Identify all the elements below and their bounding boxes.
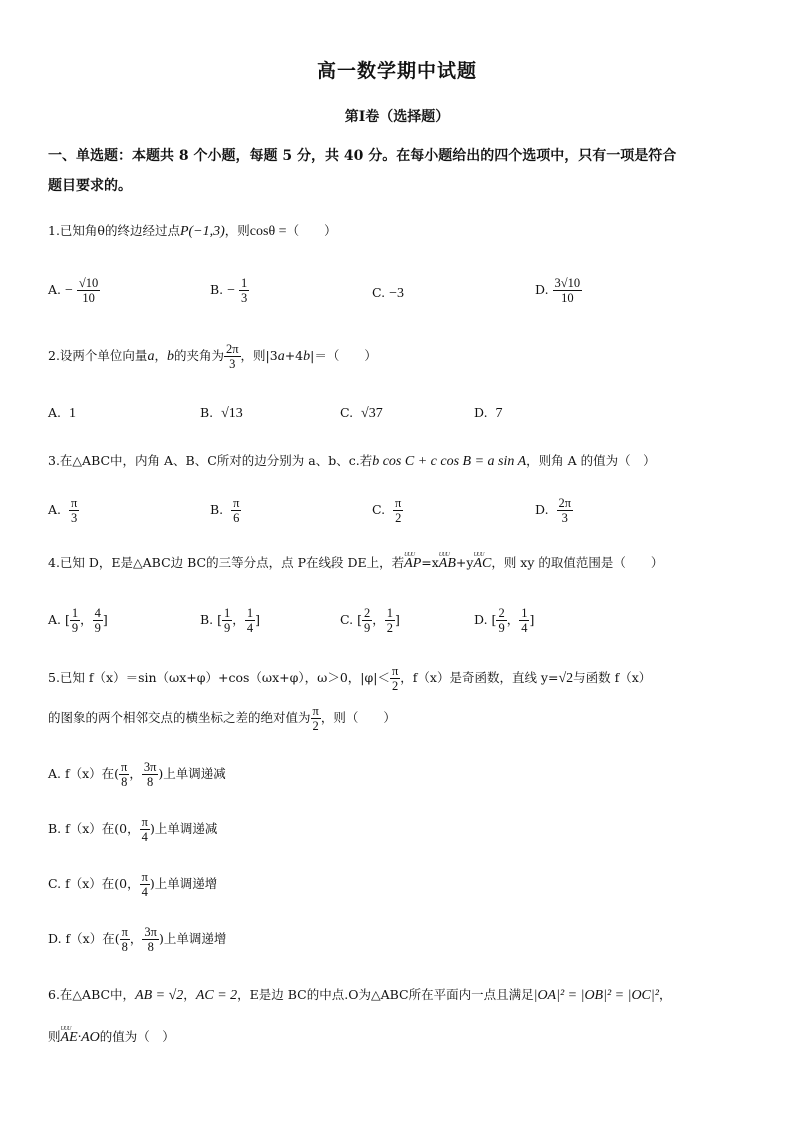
vector-b: b [166,349,174,364]
question-1 [48,222,337,241]
angle-fraction: $\frac{2\pi}{3}$ [225,342,239,371]
option-label: A. [48,502,62,517]
q1-point: P(−1,3) [179,224,225,239]
option-label: B. [200,405,214,420]
q4-post: ，则 xy 的取值范围是（ ） [491,555,664,570]
q2-expr-mid: +4 [284,348,304,363]
q5-line2-pre: 的图象的两个相邻交点的横坐标之差的绝对值为 [48,710,311,725]
q1-option-a[interactable] [48,276,100,305]
q2-option-b[interactable] [200,404,243,423]
question-3 [48,452,656,471]
q4-option-b[interactable]: B. [ $\frac{1}{9}$ ， $\frac{1}{4}$ ] [200,606,260,635]
vector-ab: UUU AB [439,555,456,573]
option-label: B. [200,612,214,627]
q3-option-c[interactable] [372,496,403,525]
q2-comma: ， [154,348,167,363]
option-label: D. [474,612,488,627]
option-label: A. [48,405,62,420]
section-subtitle: 第Ⅰ卷（选择题） [344,109,450,125]
fraction: $\frac{\pi}{6}$ [233,496,240,525]
q3-option-a[interactable] [48,496,79,525]
q3-option-d[interactable] [535,496,573,525]
fraction: $\frac{\pi}{2}$ [395,496,402,525]
option-label: D. [535,282,549,297]
q6-ac: AC = 2 [195,988,238,1003]
section-heading-line2: 题目要求的。 [48,178,132,194]
vector-ac: UUU AC [473,555,491,573]
fraction: $\frac{√10}{10}$ [78,276,99,305]
q3-post: ，则角 A 的值为（ ） [526,453,656,468]
option-sign: − [227,283,236,298]
question-4 [48,554,663,573]
fraction: $\frac{1}{3}$ [241,276,248,305]
option-label: D. [474,405,488,420]
q4-text: 4.已知 D，E是△ABC边 BC的三等分点，点 P在线段 DE上，若 [48,555,405,570]
q6-mid: ，E是边 BC的中点.O为△ABC所在平面内一点且满足 [237,987,534,1002]
page-title: 高一数学期中试题 [316,60,477,82]
q6-line2-pre: 则 [48,1029,61,1044]
q6-sep: ， [183,987,196,1002]
question-6-line2 [48,1028,175,1047]
q6-ab: AB = √2 [135,988,184,1003]
q5-line1-post: 与函数 f（x） [573,670,652,685]
q6-dot-product: UUU AE·AO [61,1029,100,1047]
q4-eq1: =x [421,555,439,570]
option-label: A. [48,282,62,297]
q1-option-b[interactable] [210,276,249,305]
q1-mid: ，则 [224,223,250,238]
q4-eq2: +y [455,555,474,570]
q5-line1-pre: 5.已知 f（x）＝sin（ωx+φ）+cos（ωx+φ），ω＞0，|φ|＜ [48,670,390,685]
q2-mid: 的夹角为 [173,348,224,363]
fraction: $\frac{\pi}{3}$ [70,496,78,525]
option-value: 7 [495,406,503,421]
q5-option-b[interactable]: B. f（x）在(0， $\frac{\pi}{4}$ )上单调递减 [48,815,218,844]
q6-pre: 6.在△ABC中， [48,987,136,1002]
q5-line1-mid: ，f（x）是奇函数，直线 y= [400,670,559,685]
vector-ap: UUU AP [404,555,421,573]
fraction: $\frac{3√10}{10}$ [554,276,581,305]
question-5-line2 [48,704,396,733]
q5-option-c[interactable]: C. f（x）在(0， $\frac{\pi}{4}$ )上单调递增 [48,870,218,899]
q3-text: 3.在△ABC中，内角 A、B、C所对的边分别为 a、b、c.若 [48,453,373,468]
q5-option-a[interactable]: A. f（x）在( $\frac{\pi}{8}$ ， $\frac{3\pi}{8}$ )上单调递减 [48,760,226,789]
option-label: B. [210,282,224,297]
question-2 [48,342,377,371]
option-label: C. [372,285,386,300]
q4-option-a[interactable]: A. [ $\frac{1}{9}$ ， $\frac{4}{9}$ ] [48,606,108,635]
option-value: √37 [361,406,383,421]
section-heading-line1: 一、单选题：本题共 8 个小题，每题 5 分，共 40 分。在每小题给出的四个选项中，只有一项是符合 [48,148,677,164]
q1-option-d[interactable] [535,276,582,305]
option-value: −3 [389,286,404,301]
option-label: C. [340,405,354,420]
q2-option-a[interactable] [48,404,76,423]
fraction: $\frac{\pi}{2}$ [312,704,319,733]
q5-line2-post: ，则（ ） [320,710,396,725]
q6-line2-post: 的值为（ ） [99,1029,175,1044]
q4-option-d[interactable]: D. [ $\frac{2}{9}$ ， $\frac{1}{4}$ ] [474,606,535,635]
q1-pre: 1.已知角θ的终边经过点 [48,223,180,238]
option-sign: − [65,283,73,298]
q1-post: （ ） [286,223,337,238]
option-label: C. [372,502,386,517]
q1-option-c[interactable] [372,284,404,303]
option-label: D. [535,502,549,517]
q2-option-c[interactable] [340,404,383,423]
vector-a: a [147,349,155,364]
q2-expr-post: |＝（ ） [310,348,377,363]
q2-pre: 2.设两个单位向量 [48,348,148,363]
q2-expr-pre: ，则|3 [240,348,278,363]
option-label: A. [48,612,62,627]
q4-option-c[interactable]: C. [ $\frac{2}{9}$ ， $\frac{1}{2}$ ] [340,606,400,635]
question-5-line1 [48,664,651,693]
option-label: C. [340,612,354,627]
option-label: B. [210,502,224,517]
q3-option-b[interactable] [210,496,241,525]
option-value: √13 [221,406,243,421]
q5-sqrt2: √2 [558,671,574,686]
vector-a: a [277,349,285,364]
q6-condition: |OA|² = |OB|² = |OC|² [533,988,659,1003]
q3-equation: b cos C + c cos B = a sin A [372,454,527,469]
q5-option-d[interactable]: D. f（x）在( $\frac{\pi}{8}$ ， $\frac{3\pi}{8}$ )上单调递增 [48,925,227,954]
question-6-line1 [48,986,671,1005]
fraction: $\frac{\pi}{2}$ [391,664,399,693]
q1-expr: cosθ = [249,224,287,239]
q6-comma: ， [658,987,672,1002]
fraction: $\frac{2\pi}{3}$ [558,496,572,525]
q2-option-d[interactable] [474,404,503,423]
option-value: 1 [68,406,76,421]
vector-b: b [303,349,311,364]
